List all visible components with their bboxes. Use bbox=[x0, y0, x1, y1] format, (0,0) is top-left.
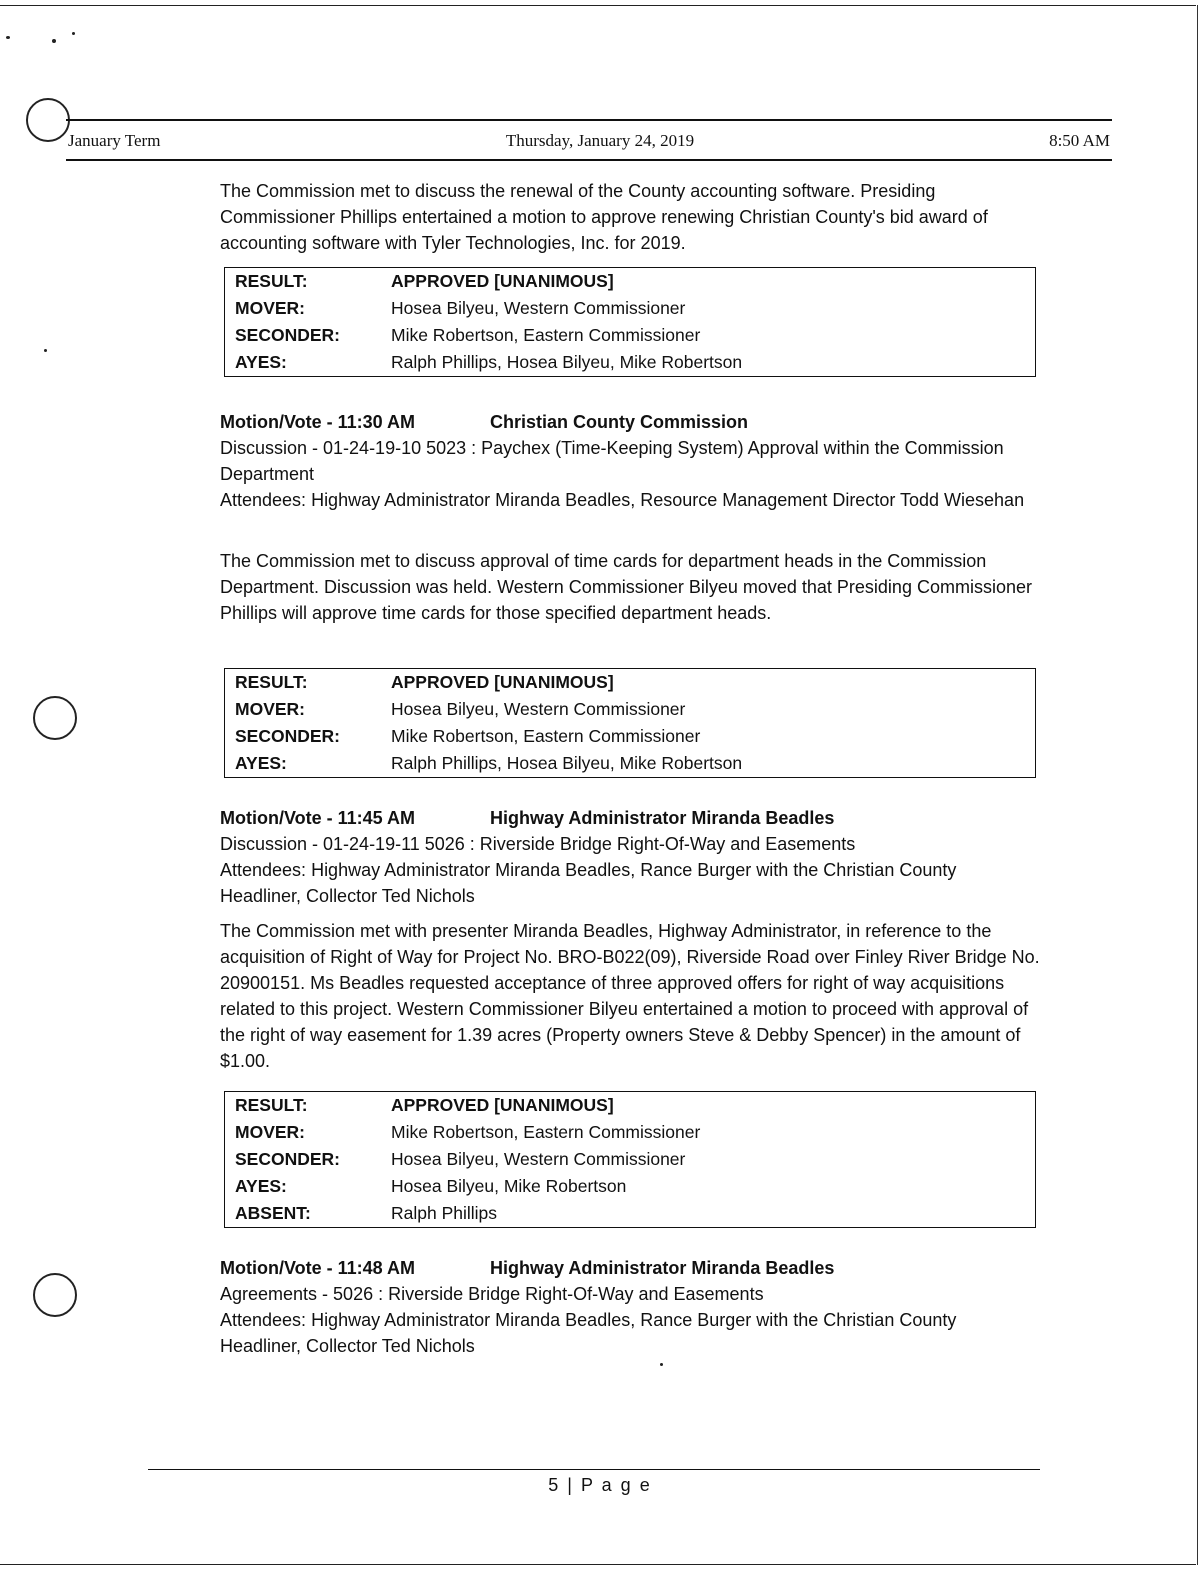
header-rule-top bbox=[66, 119, 1112, 121]
vote-row bbox=[225, 1092, 1036, 1120]
vote-value: Hosea Bilyeu, Western Commissioner bbox=[391, 699, 686, 719]
motion-item: Agreements - 5026 : Riverside Bridge Right-Of-Way and Easements bbox=[220, 1284, 764, 1304]
vote-table bbox=[224, 267, 1036, 377]
motion-body-text: The Commission met with presenter Miranda Beadles, Highway Administrator, in reference to the acquisition of Right of Way for Project No. BRO-B022(09), Riverside Road over Finley River Bridge No. 20900151. Ms Beadles requested acceptance of three approved offers for right of way acquisitions related to this project. Western Commissioner Bilyeu entertained a motion to proceed with approval of the right of way easement for 1.39 acres (Property owners Steve & Debby Spencer) in the amount of $1.00. bbox=[220, 921, 1040, 1071]
vote-label: SECONDER: bbox=[235, 726, 341, 746]
vote-label: ABSENT: bbox=[235, 1203, 311, 1223]
vote-label: MOVER: bbox=[235, 1122, 305, 1142]
motion-heading bbox=[220, 409, 1040, 435]
motion-section bbox=[220, 409, 1040, 513]
punch-hole-bottom bbox=[33, 1273, 77, 1317]
vote-label: SECONDER: bbox=[235, 325, 341, 345]
motion-time: Motion/Vote - 11:45 AM bbox=[220, 808, 416, 828]
header-term: January Term bbox=[68, 131, 161, 150]
vote-row bbox=[225, 669, 1036, 697]
motion-body bbox=[220, 548, 1040, 626]
motion-attendees: Attendees: Highway Administrator Miranda Beadles, Rance Burger with the Christian County Headliner, Collector Ted Nichols bbox=[220, 860, 957, 906]
vote-value: APPROVED [UNANIMOUS] bbox=[391, 672, 614, 692]
vote-table bbox=[224, 668, 1036, 778]
vote-value: Hosea Bilyeu, Western Commissioner bbox=[391, 298, 686, 318]
page-number: 5 | P a g e bbox=[548, 1475, 652, 1495]
vote-row bbox=[225, 1119, 1036, 1146]
motion-body-text: The Commission met to discuss approval of time cards for department heads in the Commission Department. Discussion was held. Western Commissioner Bilyeu moved that Presiding Commissioner Phillips will approve time cards for those specified department heads. bbox=[220, 551, 1032, 623]
scan-edge-top bbox=[0, 5, 1196, 6]
motion-item: Discussion - 01-24-19-11 5026 : Riverside Bridge Right-Of-Way and Easements bbox=[220, 834, 856, 854]
punch-hole-middle bbox=[33, 696, 77, 740]
vote-value: APPROVED [UNANIMOUS] bbox=[391, 1095, 614, 1115]
vote-table bbox=[224, 1091, 1036, 1228]
vote-label: AYES: bbox=[235, 753, 287, 773]
motion-section bbox=[220, 1255, 1040, 1359]
motion-attendees: Attendees: Highway Administrator Miranda Beadles, Rance Burger with the Christian County Headliner, Collector Ted Nichols bbox=[220, 1310, 957, 1356]
footer-rule bbox=[148, 1469, 1040, 1470]
header-time: 8:50 AM bbox=[1049, 131, 1110, 150]
scan-speck bbox=[72, 32, 75, 35]
vote-label: RESULT: bbox=[235, 271, 308, 291]
vote-value: Mike Robertson, Eastern Commissioner bbox=[391, 325, 701, 345]
vote-label: SECONDER: bbox=[235, 1149, 341, 1169]
header-date: Thursday, January 24, 2019 bbox=[505, 131, 695, 150]
header-rule-bottom bbox=[66, 159, 1112, 161]
vote-label: MOVER: bbox=[235, 699, 305, 719]
motion-heading bbox=[220, 1255, 1040, 1281]
intro-paragraph bbox=[220, 178, 1040, 256]
motion-body bbox=[220, 918, 1040, 1074]
motion-presenter: Highway Administrator Miranda Beadles bbox=[490, 1258, 835, 1278]
vote-value: APPROVED [UNANIMOUS] bbox=[391, 271, 614, 291]
scan-edge-right bbox=[1197, 5, 1198, 1565]
vote-label: RESULT: bbox=[235, 672, 308, 692]
vote-row bbox=[225, 295, 1036, 322]
motion-heading bbox=[220, 805, 1040, 831]
vote-value: Hosea Bilyeu, Mike Robertson bbox=[391, 1176, 627, 1196]
vote-value: Ralph Phillips bbox=[391, 1203, 498, 1223]
vote-row bbox=[225, 723, 1036, 750]
scan-speck bbox=[660, 1363, 663, 1366]
vote-label: AYES: bbox=[235, 352, 287, 372]
scan-speck bbox=[52, 39, 56, 43]
vote-value: Ralph Phillips, Hosea Bilyeu, Mike Robertson bbox=[391, 352, 743, 372]
scan-speck bbox=[6, 36, 10, 39]
scan-edge-bottom bbox=[0, 1564, 1196, 1565]
motion-presenter: Christian County Commission bbox=[490, 412, 749, 432]
scan-speck bbox=[44, 349, 47, 352]
motion-section bbox=[220, 805, 1040, 909]
vote-row bbox=[225, 1173, 1036, 1200]
vote-label: AYES: bbox=[235, 1176, 287, 1196]
vote-label: MOVER: bbox=[235, 298, 305, 318]
vote-value: Mike Robertson, Eastern Commissioner bbox=[391, 1122, 701, 1142]
vote-row bbox=[225, 750, 1036, 778]
vote-value: Hosea Bilyeu, Western Commissioner bbox=[391, 1149, 686, 1169]
vote-value: Ralph Phillips, Hosea Bilyeu, Mike Robertson bbox=[391, 753, 743, 773]
motion-time: Motion/Vote - 11:30 AM bbox=[220, 412, 416, 432]
motion-item: Discussion - 01-24-19-10 5023 : Paychex (Time-Keeping System) Approval within the Commission Department bbox=[220, 438, 1004, 484]
vote-row bbox=[225, 349, 1036, 377]
motion-presenter: Highway Administrator Miranda Beadles bbox=[490, 808, 835, 828]
vote-row bbox=[225, 1200, 1036, 1228]
vote-label: RESULT: bbox=[235, 1095, 308, 1115]
vote-row bbox=[225, 696, 1036, 723]
vote-row bbox=[225, 1146, 1036, 1173]
vote-row bbox=[225, 268, 1036, 296]
vote-row bbox=[225, 322, 1036, 349]
motion-time: Motion/Vote - 11:48 AM bbox=[220, 1258, 416, 1278]
intro-text: The Commission met to discuss the renewal of the County accounting software. Presiding Commissioner Phillips entertained a motion to approve renewing Christian County's bid award of accounting software with Tyler Technologies, Inc. for 2019. bbox=[220, 181, 988, 253]
vote-value: Mike Robertson, Eastern Commissioner bbox=[391, 726, 701, 746]
motion-attendees: Attendees: Highway Administrator Miranda Beadles, Resource Management Director Todd Wiesehan bbox=[220, 490, 1025, 510]
